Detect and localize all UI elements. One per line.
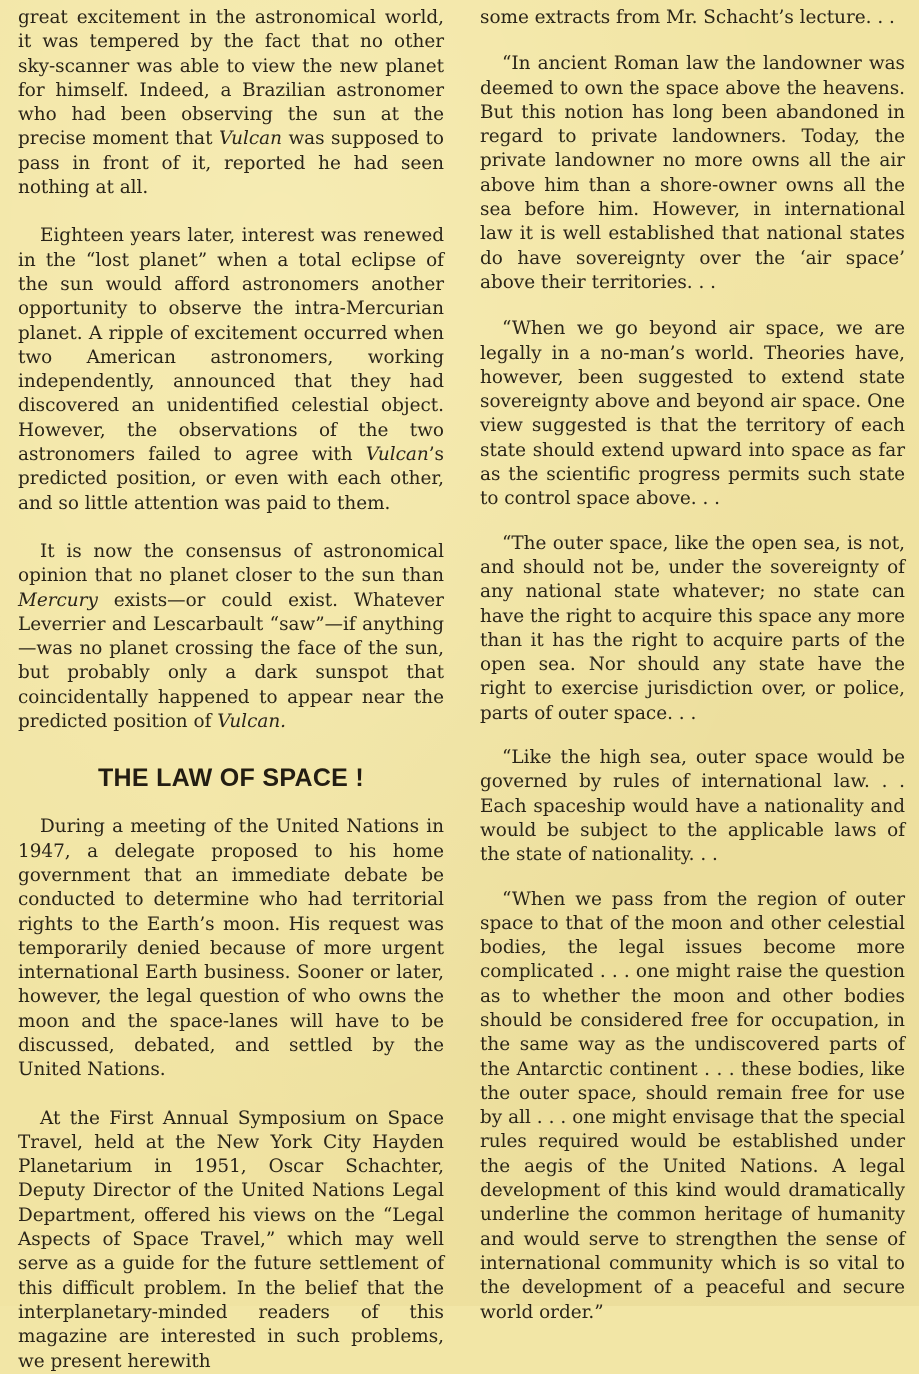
left-paragraph-3: [18, 540, 444, 734]
left-paragraph-2: [18, 224, 444, 516]
italic-text: Vulcan: [219, 128, 282, 150]
right-paragraph-1: some extracts from Mr. Schacht’s lecture. . .: [480, 7, 895, 28]
text-run: Eighteen years later, interest was renewed in the “lost planet” when a total eclipse of the sun would afford astronomers another opportunity to observe the intra-Mercurian planet. A ripple of excitement occurred when two American astronomers, working independently, announced that they had discovered an unidentified celestial object. However, the observations of the two astronomers failed to agree with: [18, 225, 444, 466]
right-paragraph-5: “Like the high sea, outer space would be governed by rules of international law. . . Each spaceship would have a nationality and would be subject to the applicable laws of the state of nationality. . .: [480, 747, 905, 866]
text-run: great excitement in the astronomical world, it was tempered by the fact that no other sky-scanner was able to view the new planet for himself. Indeed, a Brazilian astronomer who had been observing the sun at the precise moment that: [18, 7, 444, 150]
right-column: [480, 6, 905, 1325]
section-heading: THE LAW OF SPACE !: [97, 764, 365, 793]
text-run: It is now the consensus of astronomical opinion that no planet closer to the sun than: [18, 540, 444, 587]
right-paragraph-3: “When we go beyond air space, we are legally in a no-man’s world. Theories have, however, been suggested to extend state sovereignty above and beyond air space. One view suggested is that the territory of each state should extend upward into space as far as the scientific progress permits such state to control space above. . .: [480, 318, 905, 510]
italic-text: Mercury: [18, 589, 98, 611]
right-paragraph-6: “When we pass from the region of outer space to that of the moon and other celestial bodies, the legal issues become more complicated . . . one might raise the question as to whether the moon and other bodies should be considered free for occupation, in the same way as the undiscovered parts of the Antarctic continent . . . these bodies, like the outer space, should remain free for use by all . . . one might envisage that the special rules required would be established under the aegis of the United Nations. A legal development of this kind would dramatically underline the common heritage of humanity and would serve to strengthen the sense of international community which is so vital to the development of a peaceful and secure world order.”: [480, 888, 905, 1323]
left-column: [18, 6, 444, 1374]
right-paragraph-4: “The outer space, like the open sea, is not, and should not be, under the sovereignty of any national state whatever; no state can have the right to acquire this space any more than it has the right to acquire parts of the open sea. Nor should any state have the right to exercise jurisdiction over, or police, parts of outer space. . .: [480, 532, 905, 724]
right-paragraph-2: “In ancient Roman law the landowner was deemed to own the space above the heavens. But this notion has long been abandoned in regard to private landowners. Today, the private landowner no more owns all the air above him than a shore-owner owns all the sea before him. However, in international law it is well established that national states do have sovereignty over the ‘air space’ above their territories. . .: [480, 53, 905, 293]
text-run: ’s predicted position, or even with each other, and so little attention was paid to them.: [18, 444, 444, 514]
left-paragraph-4: During a meeting of the United Nations in 1947, a delegate proposed to his home government that an immediate debate be conducted to determine who had territorial rights to the Earth’s moon. His request was temporarily denied because of more urgent international Earth business. Sooner or later, however, the legal question of who owns the moon and the space-lanes will have to be discussed, debated, and settled by the United Nations.: [18, 816, 444, 1081]
left-paragraph-5: At the First Annual Symposium on Space Travel, held at the New York City Hayden Planetarium in 1951, Oscar Schachter, Deputy Director of the United Nations Legal Department, offered his views on the “Legal Aspects of Space Travel,” which may well serve as a guide for the future settlement of this difficult problem. In the belief that the interplanetary-minded readers of this magazine are interested in such problems, we present herewith: [18, 1107, 444, 1372]
text-run: was supposed to pass in front of it, reported he had seen nothing at all.: [18, 128, 444, 199]
italic-text: Vulcan.: [217, 711, 287, 733]
left-paragraph-1: [18, 6, 444, 200]
italic-text: Vulcan: [365, 444, 429, 466]
text-run: exists—or could exist. Whatever Leverrier and Lescarbault “saw”—if anything—was no planet crossing the face of the sun, but probably only a dark sunspot that coincidentally happened to appear near the predicted position of: [18, 589, 444, 733]
